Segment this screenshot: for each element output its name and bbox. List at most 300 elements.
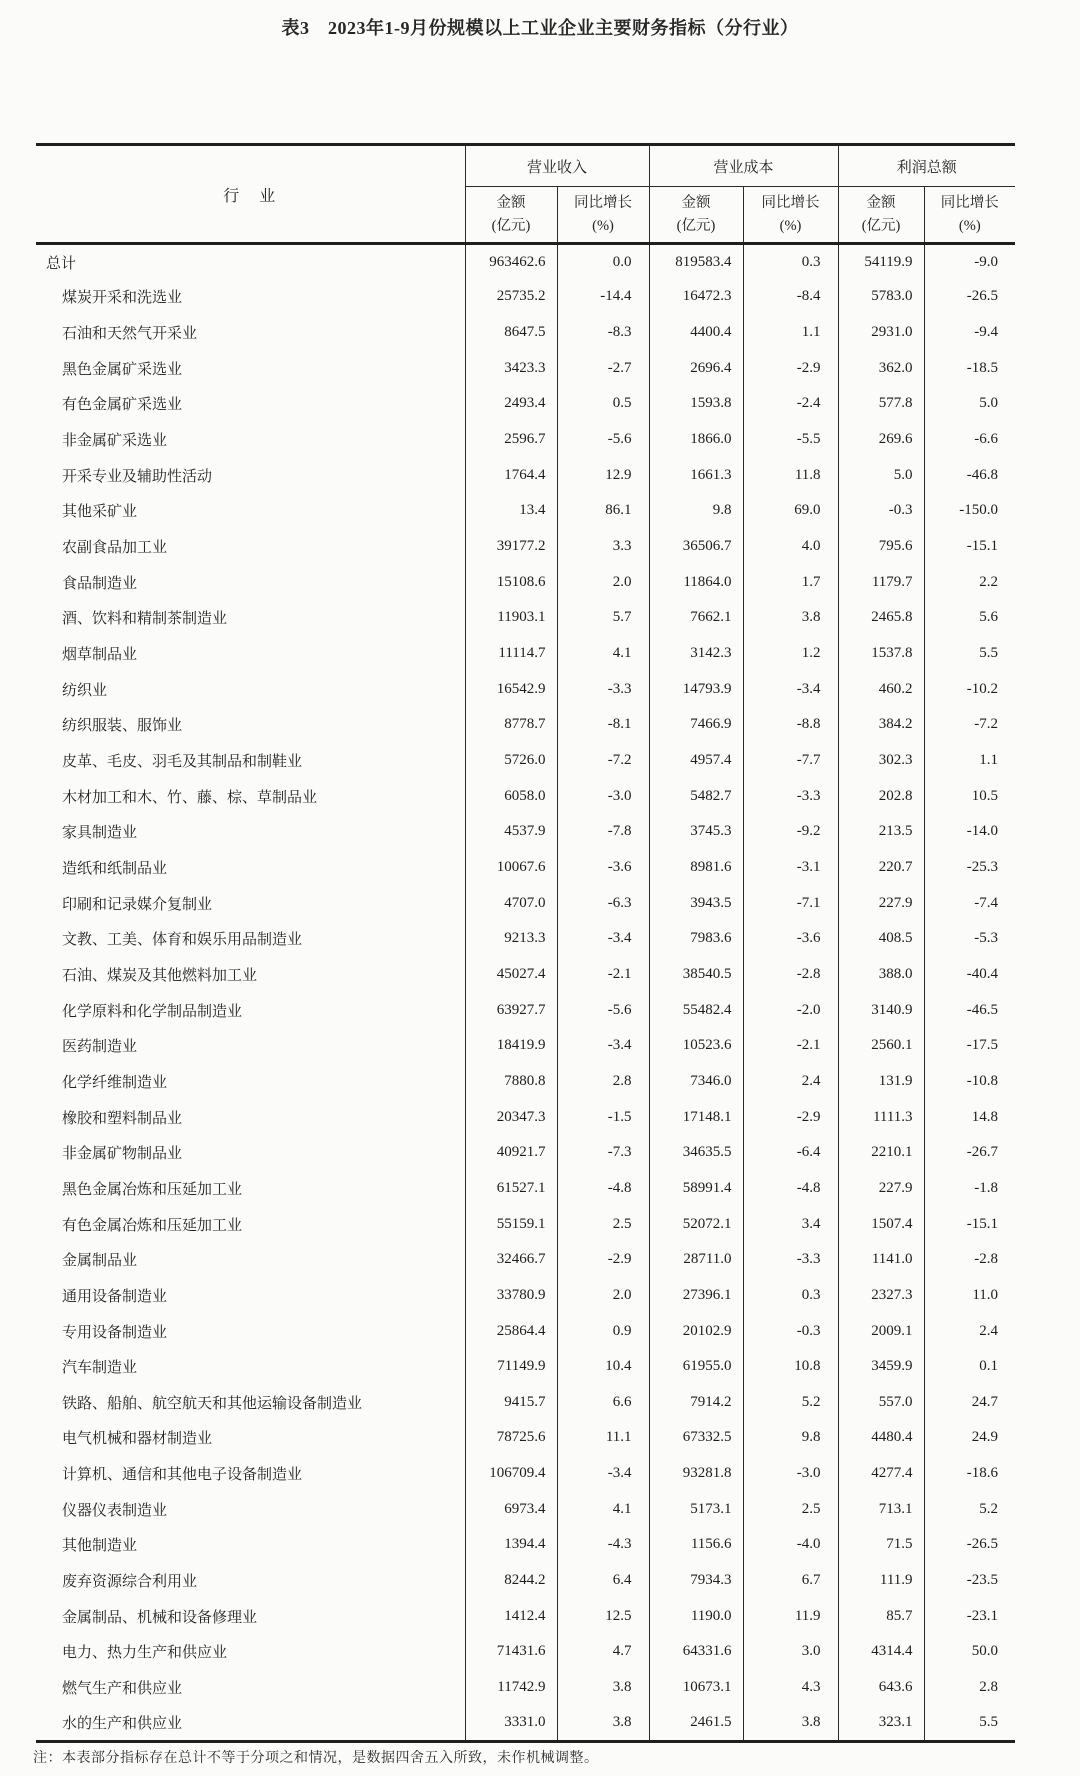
growth-cell: -5.5	[743, 422, 838, 458]
amount-cell: 408.5	[838, 921, 924, 957]
table-row	[36, 457, 1015, 493]
industry-cell: 煤炭开采和洗选业	[62, 290, 183, 307]
amount-cell: 63927.7	[465, 992, 557, 1028]
industry-cell: 黑色金属冶炼和压延加工业	[62, 1181, 243, 1198]
amount-cell: 61955.0	[649, 1349, 743, 1385]
growth-cell: -8.4	[743, 279, 838, 315]
table-header	[36, 145, 1015, 244]
table-row	[36, 636, 1015, 672]
growth-cell: 1.1	[743, 315, 838, 351]
table-row	[36, 1099, 1015, 1135]
financial-indicators-table	[36, 143, 1015, 1743]
growth-cell: -2.9	[557, 1242, 649, 1278]
amount-cell: 32466.7	[465, 1242, 557, 1278]
industry-cell: 汽车制造业	[62, 1360, 138, 1377]
amount-cell: 20347.3	[465, 1099, 557, 1135]
amount-cell: 227.9	[838, 1171, 924, 1207]
amount-cell: 106709.4	[465, 1456, 557, 1492]
table-row	[36, 244, 1015, 280]
amount-cell: 1179.7	[838, 564, 924, 600]
amount-cell: 643.6	[838, 1670, 924, 1706]
amount-cell: 7914.2	[649, 1385, 743, 1421]
table-row	[36, 743, 1015, 779]
growth-cell: 10.5	[924, 778, 1015, 814]
growth-cell: 2.0	[557, 564, 649, 600]
amount-cell: 13.4	[465, 493, 557, 529]
amount-cell: 1866.0	[649, 422, 743, 458]
growth-cell: -9.0	[924, 244, 1015, 280]
growth-cell: 2.2	[924, 564, 1015, 600]
growth-cell: 1.2	[743, 636, 838, 672]
table-row	[36, 529, 1015, 565]
col-group-operating-revenue: 营业收入	[465, 145, 649, 187]
table-row	[36, 1420, 1015, 1456]
growth-cell: 5.0	[924, 386, 1015, 422]
growth-cell: -3.4	[557, 1028, 649, 1064]
growth-cell: -2.1	[557, 957, 649, 993]
growth-cell: 4.7	[557, 1634, 649, 1670]
growth-cell: -26.7	[924, 1135, 1015, 1171]
amount-cell: 67332.5	[649, 1420, 743, 1456]
growth-cell: -6.4	[743, 1135, 838, 1171]
growth-cell: -2.0	[743, 992, 838, 1028]
growth-cell: -46.5	[924, 992, 1015, 1028]
growth-cell: 11.9	[743, 1598, 838, 1634]
amount-cell: 71149.9	[465, 1349, 557, 1385]
table-body	[36, 244, 1015, 1742]
header-group-row	[36, 145, 1015, 187]
industry-cell: 电力、热力生产和供应业	[62, 1645, 228, 1662]
growth-cell: 5.2	[743, 1385, 838, 1421]
amount-cell: 10673.1	[649, 1670, 743, 1706]
amount-cell: 3943.5	[649, 885, 743, 921]
growth-cell: -5.3	[924, 921, 1015, 957]
amount-unit-label: (亿元)	[861, 217, 901, 234]
growth-cell: 4.1	[557, 636, 649, 672]
growth-cell: -4.8	[743, 1171, 838, 1207]
growth-cell: 3.8	[557, 1670, 649, 1706]
table-row	[36, 885, 1015, 921]
amount-cell: 52072.1	[649, 1206, 743, 1242]
growth-cell: -14.4	[557, 279, 649, 315]
growth-cell: 3.8	[557, 1705, 649, 1741]
growth-cell: 0.3	[743, 244, 838, 280]
table-row	[36, 600, 1015, 636]
growth-label: 同比增长	[574, 195, 632, 212]
industry-cell: 其他采矿业	[62, 504, 138, 521]
amount-cell: 5726.0	[465, 743, 557, 779]
growth-cell: -15.1	[924, 1206, 1015, 1242]
amount-cell: 227.9	[838, 885, 924, 921]
growth-cell: -7.2	[924, 707, 1015, 743]
amount-cell: 3745.3	[649, 814, 743, 850]
growth-unit-label: (%)	[779, 217, 802, 234]
growth-cell: -26.5	[924, 1527, 1015, 1563]
growth-cell: -8.1	[557, 707, 649, 743]
amount-cell: 4707.0	[465, 885, 557, 921]
table-row	[36, 1206, 1015, 1242]
table-row	[36, 992, 1015, 1028]
growth-cell: -3.6	[743, 921, 838, 957]
growth-cell: 86.1	[557, 493, 649, 529]
col-group-operating-cost: 营业成本	[649, 145, 838, 187]
growth-cell: 11.8	[743, 457, 838, 493]
growth-cell: -7.2	[557, 743, 649, 779]
amount-cell: 963462.6	[465, 244, 557, 280]
table-row	[36, 1171, 1015, 1207]
amount-cell: 2465.8	[838, 600, 924, 636]
industry-cell: 化学原料和化学制品制造业	[62, 1003, 243, 1020]
table-row	[36, 315, 1015, 351]
growth-cell: 5.5	[924, 636, 1015, 672]
growth-cell: 2.8	[557, 1064, 649, 1100]
amount-cell: 16472.3	[649, 279, 743, 315]
table-row	[36, 279, 1015, 315]
table-row	[36, 1705, 1015, 1741]
amount-cell: 2461.5	[649, 1705, 743, 1741]
growth-cell: -2.1	[743, 1028, 838, 1064]
growth-cell: 9.8	[743, 1420, 838, 1456]
amount-cell: 7346.0	[649, 1064, 743, 1100]
table-row	[36, 778, 1015, 814]
growth-cell: -7.7	[743, 743, 838, 779]
growth-cell: -14.0	[924, 814, 1015, 850]
industry-cell: 石油和天然气开采业	[62, 326, 198, 343]
amount-cell: 557.0	[838, 1385, 924, 1421]
amount-cell: 71431.6	[465, 1634, 557, 1670]
amount-cell: 8244.2	[465, 1563, 557, 1599]
amount-cell: 388.0	[838, 957, 924, 993]
amount-cell: 55159.1	[465, 1206, 557, 1242]
amount-cell: 11742.9	[465, 1670, 557, 1706]
col-header-revenue-growth	[557, 187, 649, 244]
growth-cell: 2.5	[743, 1491, 838, 1527]
amount-cell: 54119.9	[838, 244, 924, 280]
amount-cell: 10523.6	[649, 1028, 743, 1064]
growth-cell: -1.8	[924, 1171, 1015, 1207]
col-header-revenue-amount	[465, 187, 557, 244]
amount-label: 金额	[866, 195, 896, 212]
amount-cell: 20102.9	[649, 1313, 743, 1349]
amount-cell: 3331.0	[465, 1705, 557, 1741]
table-row	[36, 564, 1015, 600]
table-row	[36, 1491, 1015, 1527]
amount-cell: 11114.7	[465, 636, 557, 672]
amount-cell: 17148.1	[649, 1099, 743, 1135]
industry-cell: 非金属矿采选业	[62, 433, 168, 450]
amount-cell: 78725.6	[465, 1420, 557, 1456]
amount-cell: 4957.4	[649, 743, 743, 779]
growth-cell: 3.8	[743, 1705, 838, 1741]
amount-cell: 71.5	[838, 1527, 924, 1563]
growth-label: 同比增长	[761, 195, 820, 212]
amount-cell: 1190.0	[649, 1598, 743, 1634]
industry-cell: 文教、工美、体育和娱乐用品制造业	[62, 932, 303, 949]
table-row	[36, 1349, 1015, 1385]
amount-cell: 220.7	[838, 850, 924, 886]
growth-cell: 4.1	[557, 1491, 649, 1527]
amount-cell: 2931.0	[838, 315, 924, 351]
growth-cell: -23.5	[924, 1563, 1015, 1599]
industry-cell: 家具制造业	[62, 825, 138, 842]
amount-cell: 1537.8	[838, 636, 924, 672]
table-row	[36, 957, 1015, 993]
growth-cell: -3.1	[743, 850, 838, 886]
growth-cell: -3.4	[743, 671, 838, 707]
amount-cell: 7983.6	[649, 921, 743, 957]
amount-cell: 1593.8	[649, 386, 743, 422]
growth-cell: 3.3	[557, 529, 649, 565]
industry-cell: 木材加工和木、竹、藤、棕、草制品业	[62, 789, 318, 806]
growth-cell: 6.7	[743, 1563, 838, 1599]
col-header-cost-amount	[649, 187, 743, 244]
col-header-profit-growth	[924, 187, 1015, 244]
amount-cell: 7466.9	[649, 707, 743, 743]
growth-cell: 2.8	[924, 1670, 1015, 1706]
col-header-cost-growth	[743, 187, 838, 244]
industry-cell: 纺织服装、服饰业	[62, 718, 183, 735]
amount-cell: 6973.4	[465, 1491, 557, 1527]
amount-cell: 1507.4	[838, 1206, 924, 1242]
amount-cell: 131.9	[838, 1064, 924, 1100]
growth-label: 同比增长	[940, 195, 999, 212]
industry-cell: 废弃资源综合利用业	[62, 1574, 198, 1591]
industry-cell: 通用设备制造业	[62, 1288, 168, 1305]
table-row	[36, 1527, 1015, 1563]
growth-cell: 24.9	[924, 1420, 1015, 1456]
growth-cell: -46.8	[924, 457, 1015, 493]
amount-cell: 33780.9	[465, 1278, 557, 1314]
growth-cell: -2.9	[743, 1099, 838, 1135]
growth-cell: 0.1	[924, 1349, 1015, 1385]
growth-cell: -1.5	[557, 1099, 649, 1135]
amount-cell: 3459.9	[838, 1349, 924, 1385]
industry-cell: 黑色金属矿采选业	[62, 361, 183, 378]
amount-cell: 5783.0	[838, 279, 924, 315]
amount-cell: 1141.0	[838, 1242, 924, 1278]
table-row	[36, 493, 1015, 529]
amount-cell: -0.3	[838, 493, 924, 529]
amount-cell: 577.8	[838, 386, 924, 422]
table-row	[36, 1563, 1015, 1599]
table-row	[36, 386, 1015, 422]
amount-unit-label: (亿元)	[491, 217, 531, 234]
industry-cell: 农副食品加工业	[62, 540, 168, 557]
growth-cell: -25.3	[924, 850, 1015, 886]
amount-cell: 460.2	[838, 671, 924, 707]
amount-cell: 16542.9	[465, 671, 557, 707]
industry-cell: 仪器仪表制造业	[62, 1502, 168, 1519]
amount-cell: 302.3	[838, 743, 924, 779]
amount-cell: 5482.7	[649, 778, 743, 814]
amount-cell: 2493.4	[465, 386, 557, 422]
growth-cell: -40.4	[924, 957, 1015, 993]
amount-cell: 85.7	[838, 1598, 924, 1634]
table-row	[36, 1064, 1015, 1100]
growth-cell: 2.5	[557, 1206, 649, 1242]
growth-cell: -7.3	[557, 1135, 649, 1171]
amount-cell: 34635.5	[649, 1135, 743, 1171]
amount-cell: 39177.2	[465, 529, 557, 565]
amount-cell: 58991.4	[649, 1171, 743, 1207]
page-title: 表3 2023年1-9月份规模以上工业企业主要财务指标（分行业）	[281, 18, 799, 38]
amount-cell: 713.1	[838, 1491, 924, 1527]
col-header-industry: 行 业	[36, 145, 465, 244]
industry-cell: 电气机械和器材制造业	[62, 1431, 213, 1448]
industry-cell: 铁路、船舶、航空航天和其他运输设备制造业	[62, 1395, 363, 1412]
growth-cell: 2.4	[924, 1313, 1015, 1349]
table-row	[36, 1598, 1015, 1634]
growth-cell: 69.0	[743, 493, 838, 529]
amount-cell: 25735.2	[465, 279, 557, 315]
growth-cell: -7.1	[743, 885, 838, 921]
table-row	[36, 814, 1015, 850]
footnote: 注：本表部分指标存在总计不等于分项之和情况，是数据四舍五入所致，未作机械调整。	[33, 1751, 599, 1766]
table-row	[36, 422, 1015, 458]
growth-cell: 3.4	[743, 1206, 838, 1242]
growth-cell: -3.0	[557, 778, 649, 814]
amount-cell: 4537.9	[465, 814, 557, 850]
growth-cell: 1.7	[743, 564, 838, 600]
growth-cell: -9.2	[743, 814, 838, 850]
industry-cell: 橡胶和塑料制品业	[62, 1110, 183, 1127]
growth-cell: 5.2	[924, 1491, 1015, 1527]
growth-cell: -10.8	[924, 1064, 1015, 1100]
growth-cell: 14.8	[924, 1099, 1015, 1135]
growth-cell: 3.8	[743, 600, 838, 636]
growth-cell: 0.0	[557, 244, 649, 280]
industry-cell: 造纸和纸制品业	[62, 860, 168, 877]
table-row	[36, 671, 1015, 707]
growth-cell: 6.4	[557, 1563, 649, 1599]
growth-cell: -3.3	[743, 1242, 838, 1278]
amount-cell: 111.9	[838, 1563, 924, 1599]
growth-cell: -8.8	[743, 707, 838, 743]
amount-cell: 11864.0	[649, 564, 743, 600]
amount-label: 金额	[496, 195, 526, 212]
amount-cell: 15108.6	[465, 564, 557, 600]
amount-cell: 93281.8	[649, 1456, 743, 1492]
growth-cell: -17.5	[924, 1028, 1015, 1064]
col-group-total-profit: 利润总额	[838, 145, 1015, 187]
growth-cell: 3.0	[743, 1634, 838, 1670]
growth-cell: 2.0	[557, 1278, 649, 1314]
growth-cell: 1.1	[924, 743, 1015, 779]
growth-cell: -4.3	[557, 1527, 649, 1563]
amount-label: 金额	[681, 195, 711, 212]
amount-cell: 64331.6	[649, 1634, 743, 1670]
amount-cell: 36506.7	[649, 529, 743, 565]
amount-cell: 18419.9	[465, 1028, 557, 1064]
growth-cell: 4.3	[743, 1670, 838, 1706]
table-row	[36, 707, 1015, 743]
amount-cell: 4314.4	[838, 1634, 924, 1670]
growth-cell: -2.8	[743, 957, 838, 993]
table-row	[36, 1634, 1015, 1670]
amount-cell: 2009.1	[838, 1313, 924, 1349]
industry-cell: 有色金属矿采选业	[62, 397, 183, 414]
growth-cell: -6.6	[924, 422, 1015, 458]
amount-cell: 795.6	[838, 529, 924, 565]
table-row	[36, 921, 1015, 957]
amount-cell: 1412.4	[465, 1598, 557, 1634]
industry-cell: 烟草制品业	[62, 647, 138, 664]
growth-unit-label: (%)	[958, 217, 981, 234]
growth-cell: -3.3	[743, 778, 838, 814]
growth-cell: -18.6	[924, 1456, 1015, 1492]
amount-cell: 9.8	[649, 493, 743, 529]
growth-cell: -9.4	[924, 315, 1015, 351]
growth-cell: -5.6	[557, 992, 649, 1028]
growth-cell: 12.5	[557, 1598, 649, 1634]
amount-cell: 11903.1	[465, 600, 557, 636]
growth-cell: 5.7	[557, 600, 649, 636]
industry-cell: 非金属矿物制品业	[62, 1146, 183, 1163]
growth-cell: -3.3	[557, 671, 649, 707]
amount-cell: 45027.4	[465, 957, 557, 993]
industry-cell: 水的生产和供应业	[62, 1715, 183, 1732]
industry-cell: 食品制造业	[62, 575, 138, 592]
growth-cell: -8.3	[557, 315, 649, 351]
amount-cell: 28711.0	[649, 1242, 743, 1278]
amount-cell: 2596.7	[465, 422, 557, 458]
industry-cell: 开采专业及辅助性活动	[62, 468, 213, 485]
industry-cell: 纺织业	[62, 682, 108, 699]
amount-cell: 2210.1	[838, 1135, 924, 1171]
industry-cell: 金属制品业	[62, 1253, 138, 1270]
amount-cell: 1111.3	[838, 1099, 924, 1135]
amount-cell: 1661.3	[649, 457, 743, 493]
growth-cell: 11.1	[557, 1420, 649, 1456]
growth-cell: 6.6	[557, 1385, 649, 1421]
growth-cell: -7.4	[924, 885, 1015, 921]
growth-cell: 11.0	[924, 1278, 1015, 1314]
growth-cell: -3.0	[743, 1456, 838, 1492]
growth-cell: 4.0	[743, 529, 838, 565]
amount-cell: 269.6	[838, 422, 924, 458]
amount-cell: 384.2	[838, 707, 924, 743]
growth-cell: 2.4	[743, 1064, 838, 1100]
table-row	[36, 1456, 1015, 1492]
amount-cell: 202.8	[838, 778, 924, 814]
amount-unit-label: (亿元)	[676, 217, 716, 234]
growth-cell: -2.9	[743, 350, 838, 386]
growth-cell: 0.5	[557, 386, 649, 422]
growth-cell: 12.9	[557, 457, 649, 493]
growth-cell: -10.2	[924, 671, 1015, 707]
table-row	[36, 1670, 1015, 1706]
amount-cell: 3423.3	[465, 350, 557, 386]
amount-cell: 27396.1	[649, 1278, 743, 1314]
data-table	[36, 143, 1015, 1743]
col-header-profit-amount	[838, 187, 924, 244]
growth-cell: 5.5	[924, 1705, 1015, 1741]
industry-cell: 化学纤维制造业	[62, 1074, 168, 1091]
growth-cell: 10.4	[557, 1349, 649, 1385]
amount-cell: 5173.1	[649, 1491, 743, 1527]
growth-unit-label: (%)	[592, 217, 614, 234]
industry-cell: 燃气生产和供应业	[62, 1681, 183, 1698]
industry-cell: 印刷和记录媒介复制业	[62, 896, 213, 913]
amount-cell: 14793.9	[649, 671, 743, 707]
growth-cell: -3.6	[557, 850, 649, 886]
amount-cell: 10067.6	[465, 850, 557, 886]
amount-cell: 2560.1	[838, 1028, 924, 1064]
amount-cell: 6058.0	[465, 778, 557, 814]
growth-cell: -2.8	[924, 1242, 1015, 1278]
growth-cell: -0.3	[743, 1313, 838, 1349]
amount-cell: 25864.4	[465, 1313, 557, 1349]
